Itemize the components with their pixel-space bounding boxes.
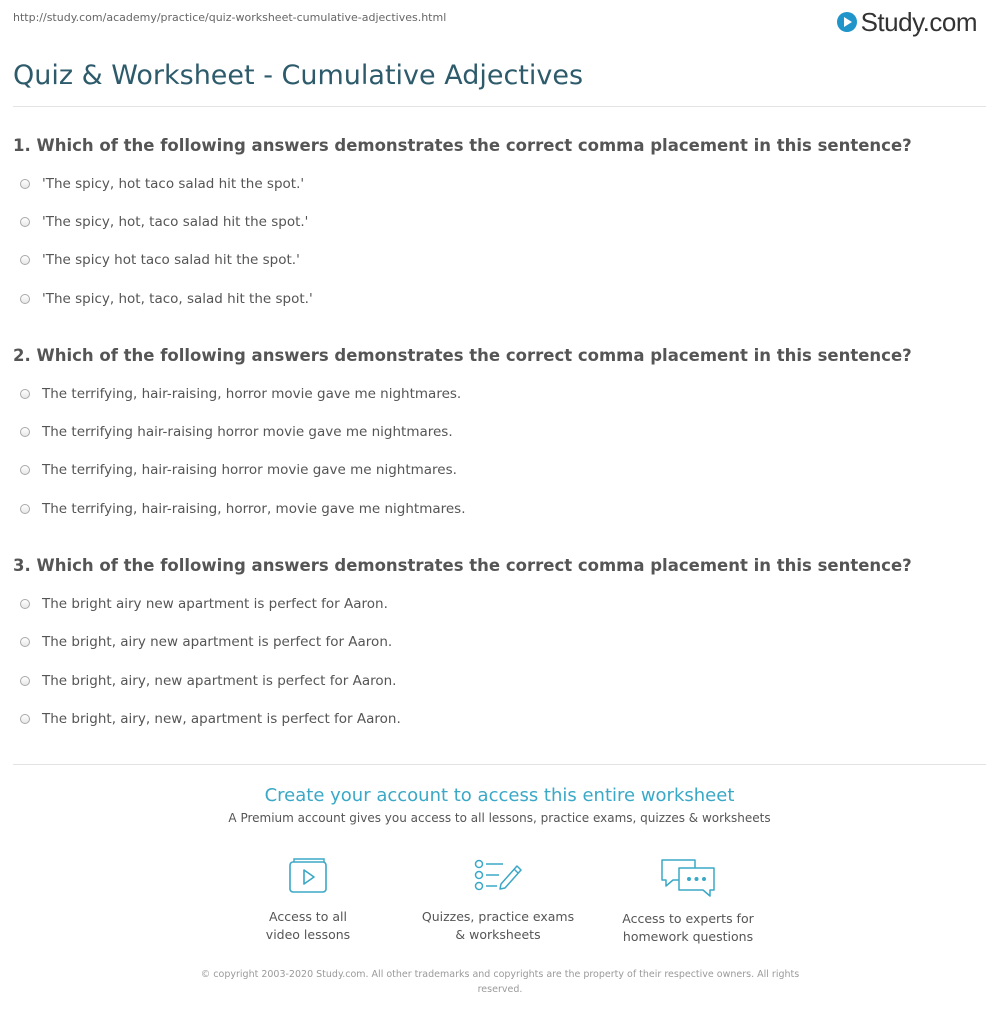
radio-button[interactable] bbox=[20, 714, 30, 724]
option-label: The bright, airy, new, apartment is perfect for Aaron. bbox=[42, 711, 401, 727]
video-lessons-icon bbox=[286, 856, 330, 896]
question-3-option-2[interactable] bbox=[20, 634, 392, 650]
question-2-option-1[interactable] bbox=[20, 386, 461, 402]
feature-quizzes bbox=[398, 856, 598, 944]
radio-button[interactable] bbox=[20, 255, 30, 265]
option-label: The bright, airy, new apartment is perfect for Aaron. bbox=[42, 673, 397, 689]
feature-line-2: homework questions bbox=[622, 929, 754, 944]
option-label: 'The spicy hot taco salad hit the spot.' bbox=[42, 252, 300, 268]
create-account-link[interactable]: Create your account to access this entire worksheet bbox=[264, 785, 735, 806]
copyright-line-1: © copyright 2003-2020 Study.com. All other trademarks and copyrights are the property of their respective owners. All rights bbox=[200, 969, 800, 980]
radio-button[interactable] bbox=[20, 637, 30, 647]
radio-button[interactable] bbox=[20, 294, 30, 304]
option-label: 'The spicy, hot, taco salad hit the spot.' bbox=[42, 214, 309, 230]
option-label: The terrifying, hair-raising, horror, movie gave me nightmares. bbox=[42, 501, 466, 517]
option-label: The bright airy new apartment is perfect for Aaron. bbox=[42, 596, 388, 612]
radio-button[interactable] bbox=[20, 427, 30, 437]
radio-button[interactable] bbox=[20, 465, 30, 475]
page-url: http://study.com/academy/practice/quiz-worksheet-cumulative-adjectives.html bbox=[13, 11, 447, 24]
premium-description: A Premium account gives you access to all lessons, practice exams, quizzes & worksheets bbox=[228, 811, 771, 825]
experts-chat-icon bbox=[659, 856, 717, 898]
feature-line-2: & worksheets bbox=[455, 927, 541, 942]
question-3-option-3[interactable] bbox=[20, 673, 396, 689]
option-label: The bright, airy new apartment is perfect for Aaron. bbox=[42, 634, 393, 650]
feature-line-1: Access to all bbox=[269, 909, 347, 924]
logo-text: Study.com bbox=[860, 6, 977, 37]
radio-button[interactable] bbox=[20, 179, 30, 189]
option-label: 'The spicy, hot taco salad hit the spot.' bbox=[42, 176, 305, 192]
study-logo[interactable] bbox=[837, 5, 977, 39]
question-2-option-4[interactable] bbox=[20, 501, 466, 517]
radio-button[interactable] bbox=[20, 504, 30, 514]
radio-button[interactable] bbox=[20, 676, 30, 686]
question-1-option-2[interactable] bbox=[20, 214, 308, 230]
page-title: Quiz & Worksheet - Cumulative Adjectives bbox=[13, 60, 584, 91]
option-label: The terrifying, hair-raising, horror movie gave me nightmares. bbox=[42, 386, 462, 402]
feature-experts bbox=[588, 856, 788, 946]
question-2: 2. Which of the following answers demonstrates the correct comma placement in this sentence? bbox=[13, 346, 912, 365]
question-2-option-3[interactable] bbox=[20, 462, 457, 478]
quizzes-icon bbox=[473, 856, 523, 896]
copyright-line-2: reserved. bbox=[477, 984, 523, 995]
feature-line-1: Access to experts for bbox=[622, 911, 754, 926]
feature-line-2: video lessons bbox=[265, 927, 351, 942]
option-label: 'The spicy, hot, taco, salad hit the spot.' bbox=[42, 291, 313, 307]
option-label: The terrifying hair-raising horror movie gave me nightmares. bbox=[42, 424, 453, 440]
question-3: 3. Which of the following answers demonstrates the correct comma placement in this sentence? bbox=[13, 556, 912, 575]
feature-video-lessons bbox=[208, 856, 408, 944]
question-1-option-3[interactable] bbox=[20, 252, 300, 268]
section-divider bbox=[13, 764, 986, 765]
question-1: 1. Which of the following answers demonstrates the correct comma placement in this sentence? bbox=[13, 136, 912, 155]
radio-button[interactable] bbox=[20, 217, 30, 227]
title-divider bbox=[13, 106, 986, 107]
copyright-notice bbox=[180, 967, 820, 997]
question-3-option-1[interactable] bbox=[20, 596, 388, 612]
question-1-option-1[interactable] bbox=[20, 176, 304, 192]
radio-button[interactable] bbox=[20, 599, 30, 609]
play-logo-icon bbox=[837, 12, 857, 32]
feature-line-1: Quizzes, practice exams bbox=[421, 909, 575, 924]
question-2-option-2[interactable] bbox=[20, 424, 453, 440]
question-1-option-4[interactable] bbox=[20, 291, 313, 307]
question-3-option-4[interactable] bbox=[20, 711, 401, 727]
option-label: The terrifying, hair-raising horror movie gave me nightmares. bbox=[42, 462, 457, 478]
radio-button[interactable] bbox=[20, 389, 30, 399]
